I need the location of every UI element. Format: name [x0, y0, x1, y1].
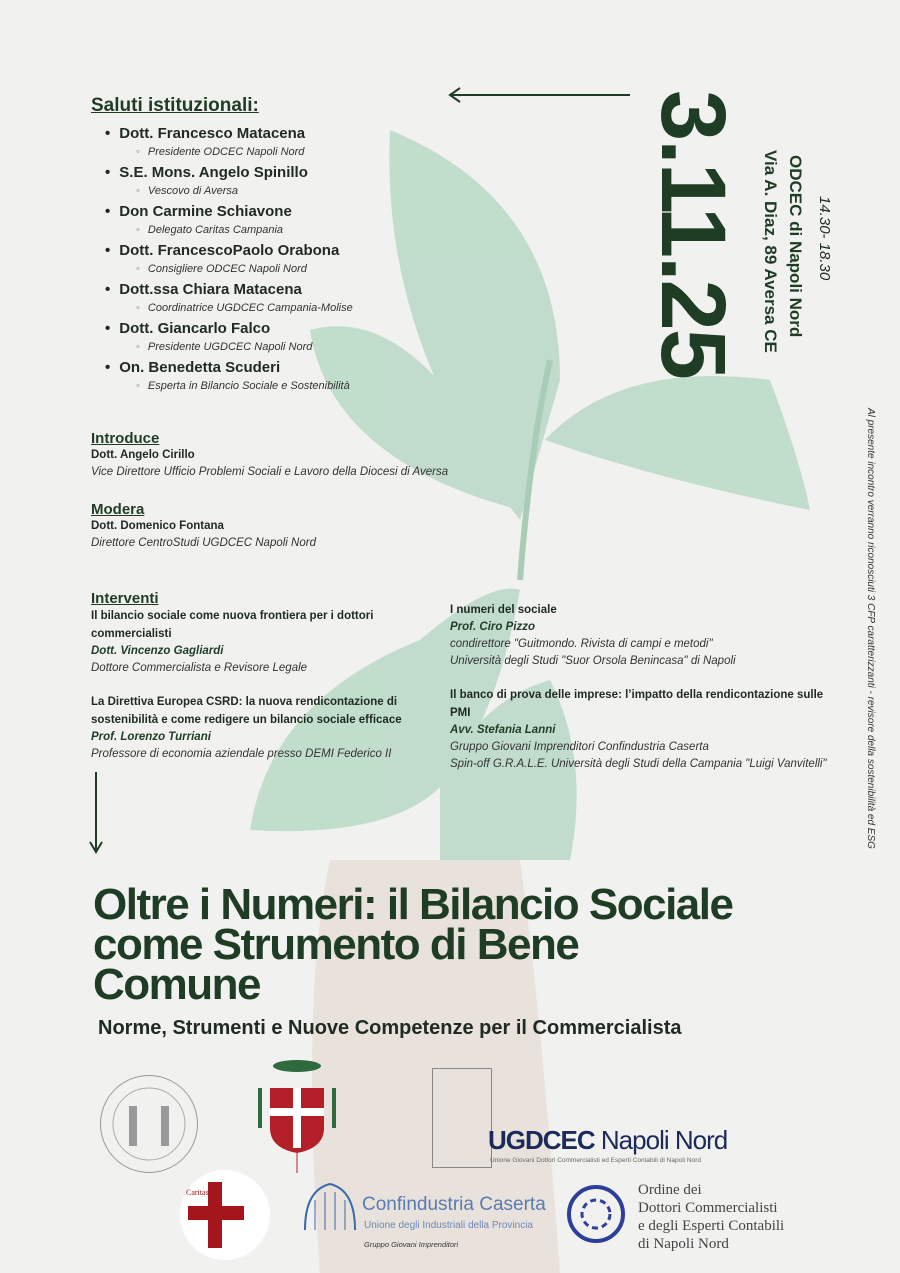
- saluti-role: ◦ Coordinatrice UGDCEC Campania-Molise: [105, 299, 353, 318]
- odcec-line: Ordine dei: [638, 1182, 702, 1198]
- talk-role: Gruppo Giovani Imprenditori Confindustria Caserta: [450, 741, 709, 753]
- ugdcec-sub: Unione Giovani Dottori Commercialisti ed Esperti Contabili di Napoli Nord: [490, 1157, 701, 1164]
- title-line: Oltre i Numeri: il Bilancio Sociale: [93, 880, 733, 929]
- talk-title: Il banco di prova delle imprese: l’impatto della rendicontazione sulle PMI: [450, 689, 824, 719]
- saluti-item: [105, 124, 353, 162]
- talk-speaker: Dott. Vincenzo Gagliardi: [91, 645, 224, 657]
- saluti-item: [105, 202, 353, 240]
- saluti-name: • Dott. FrancescoPaolo Orabona: [105, 241, 353, 260]
- saluti-item: [105, 358, 353, 396]
- ugdcec-bold: UGDCEC: [488, 1125, 595, 1155]
- saluti-role: ◦ Vescovo di Aversa: [105, 182, 353, 201]
- saluti-name: • Dott.ssa Chiara Matacena: [105, 280, 353, 299]
- introduce-section: [91, 430, 491, 481]
- leaf: [545, 376, 810, 510]
- bishop-coat-of-arms-logo: [250, 1058, 345, 1173]
- ugdcec-logo: [488, 1125, 727, 1156]
- event-date: 3.11.25: [642, 90, 744, 378]
- title-line: Comune: [93, 960, 260, 1009]
- confindustria-group: Gruppo Giovani Imprenditori: [364, 1240, 459, 1249]
- ugdcec-building-logo: [432, 1068, 492, 1168]
- ugdcec-light: Napoli Nord: [600, 1125, 728, 1155]
- event-time: 14.30- 18.30: [816, 196, 833, 281]
- confindustria-name: Confindustria Caserta: [362, 1194, 546, 1215]
- saluti-heading: Saluti istituzionali:: [91, 95, 259, 116]
- event-address: Via A. Diaz, 89 Aversa CE: [761, 150, 780, 353]
- modera-name: Dott. Domenico Fontana: [91, 520, 224, 532]
- talk-speaker: Avv. Stefania Lanni: [450, 724, 556, 736]
- talk-speaker: Prof. Lorenzo Turriani: [91, 731, 211, 743]
- saluti-role: ◦ Consigliere ODCEC Napoli Nord: [105, 260, 353, 279]
- talk-speaker: Prof. Ciro Pizzo: [450, 621, 535, 633]
- saluti-role: ◦ Esperta in Bilancio Sociale e Sostenibilità: [105, 377, 353, 396]
- introduce-name: Dott. Angelo Cirillo: [91, 449, 195, 461]
- interventi-left: [91, 590, 411, 763]
- odcec-logo-mark: [565, 1183, 627, 1245]
- title-line: come Strumento di Bene: [93, 920, 579, 969]
- saluti-role: ◦ Delegato Caritas Campania: [105, 221, 353, 240]
- talk-role: Università degli Studi "Suor Orsola Benincasa" di Napoli: [450, 655, 736, 667]
- odcec-line: di Napoli Nord: [638, 1236, 729, 1252]
- odcec-line: Dottori Commercialisti: [638, 1200, 778, 1216]
- saluti-role: ◦ Presidente UGDCEC Napoli Nord: [105, 338, 353, 357]
- interventi-heading: Interventi: [91, 590, 159, 607]
- caritas-logo: [180, 1170, 270, 1260]
- introduce-heading: Introduce: [91, 430, 160, 447]
- saluti-section: [91, 95, 353, 397]
- talk-title: Il bilancio sociale come nuova frontiera per i dottori commercialisti: [91, 610, 374, 640]
- modera-section: [91, 501, 491, 552]
- cfp-note: Al presente incontro verranno riconosciuti 3 CFP caratterizzanti - revisore della sostenibilità ed ESG: [865, 408, 876, 849]
- confindustria-eagle-logo: [300, 1180, 360, 1236]
- saluti-item: [105, 319, 353, 357]
- talk-role: Dottore Commercialista e Revisore Legale: [91, 662, 308, 674]
- odcec-line: e degli Esperti Contabili: [638, 1218, 785, 1234]
- modera-heading: Modera: [91, 501, 145, 518]
- saluti-role: ◦ Presidente ODCEC Napoli Nord: [105, 143, 353, 162]
- event-title: [93, 880, 733, 1009]
- ufficio-problemi-sociali-logo: [100, 1075, 198, 1173]
- talk-role: Professore di economia aziendale presso DEMI Federico II: [91, 748, 392, 760]
- saluti-name: • Don Carmine Schiavone: [105, 202, 353, 221]
- saluti-name: • Dott. Giancarlo Falco: [105, 319, 353, 338]
- talk-role: Spin-off G.R.A.L.E. Università degli Studi della Campania "Luigi Vanvitelli": [450, 758, 827, 770]
- saluti-list: [91, 124, 353, 396]
- caritas-label: Caritas: [186, 1188, 209, 1197]
- confindustria-sub: Unione degli Industriali della Provincia: [364, 1220, 533, 1231]
- talk-title: La Direttiva Europea CSRD: la nuova rendicontazione di sostenibilità e come redigere un bilancio sociale efficace: [91, 696, 402, 726]
- event-venue: ODCEC di Napoli Nord: [786, 155, 805, 338]
- talk-role: condirettore "Guitmondo. Rivista di campi e metodi": [450, 638, 713, 650]
- event-subtitle: Norme, Strumenti e Nuove Competenze per il Commercialista: [98, 1017, 682, 1039]
- saluti-item: [105, 163, 353, 201]
- saluti-name: • On. Benedetta Scuderi: [105, 358, 353, 377]
- saluti-name: • S.E. Mons. Angelo Spinillo: [105, 163, 353, 182]
- interventi-right: [450, 602, 840, 773]
- odcec-name: [638, 1181, 784, 1253]
- saluti-item: [105, 280, 353, 318]
- introduce-role: Vice Direttore Ufficio Problemi Sociali e Lavoro della Diocesi di Aversa: [91, 466, 449, 478]
- modera-role: Direttore CentroStudi UGDCEC Napoli Nord: [91, 537, 316, 549]
- saluti-name: • Dott. Francesco Matacena: [105, 124, 353, 143]
- talk-title: I numeri del sociale: [450, 604, 557, 616]
- saluti-item: [105, 241, 353, 279]
